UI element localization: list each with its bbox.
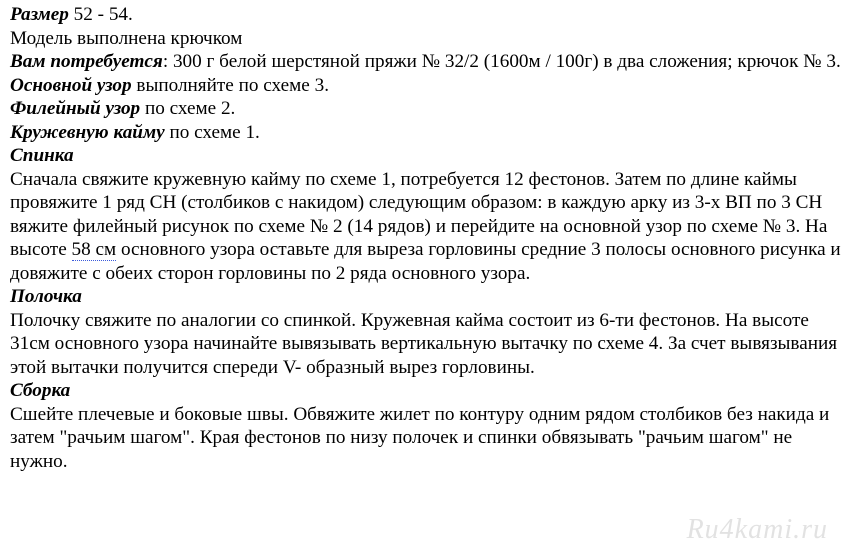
materials-text: : 300 г белой шерстяной пряжи № 32/2 (1600м / 100г) в два сложения; крючок № 3. [162,51,841,72]
main-pattern-line [10,74,842,98]
lace-edge-line [10,121,842,145]
back-paragraph-2 [10,215,842,286]
front-paragraph-1: Полочку свяжите по аналогии со спинкой. Кружевная кайма состоит из 6-ти фестонов. На высоте 31см основного узора начинайте вывязывать вертикальную вытачку по схеме 4. За счет вывязывания [10,309,838,354]
back-heading: Спинка [10,145,74,166]
knitting-instructions [10,3,842,473]
size-label: Размер [10,4,69,25]
lace-edge-label: Кружевную кайму [10,121,165,143]
materials-label: Вам потребуется [10,51,163,72]
back-paragraph-2-start: вяжите филейный рисунок по схеме № 2 (14 рядов) и перейдите на основной узор по схеме № 3. На высоте [10,215,828,260]
size-line [10,3,842,27]
height-link[interactable]: 58 см [71,239,117,260]
materials-paragraph [10,50,842,74]
back-paragraph-1: Сначала свяжите кружевную кайму по схеме 1, потребуется 12 фестонов. Затем по длине каймы провяжите 1 ряд СН (столбиков с накидом) следующим образом: в каждую арку из 3-х ВП по 3 СН [10,168,823,213]
front-heading: Полочка [10,286,82,307]
main-pattern-label: Основной узор [10,74,132,96]
front-paragraph-2: этой вытачки получится спереди V- образный вырез горловины. [10,356,535,378]
assembly-paragraph: Сшейте плечевые и боковые швы. Обвяжите жилет по контуру одним рядом столбиков без накида и затем "рачьим шагом". Края фестонов по низу полочек и спинки обвязывать "рачьим шагом" не нужно. [10,403,830,472]
assembly-heading: Сборка [10,380,71,401]
back-paragraph-2-end: основного узора оставьте для выреза горловины средние 3 полосы основного рисунка и довяжите с обеих сторон горловины по 2 ряда основного узора. [10,239,841,284]
main-pattern-text: выполняйте по схеме 3. [131,74,329,96]
filet-pattern-text: по схеме 2. [140,98,236,119]
lace-edge-text: по схеме 1. [164,121,260,143]
filet-pattern-label: Филейный узор [10,98,141,119]
filet-pattern-line [10,97,842,121]
size-value: 52 - 54. [68,4,133,25]
model-note: Модель выполнена крючком [10,27,243,49]
site-watermark: Ru4kami.ru [686,514,828,545]
